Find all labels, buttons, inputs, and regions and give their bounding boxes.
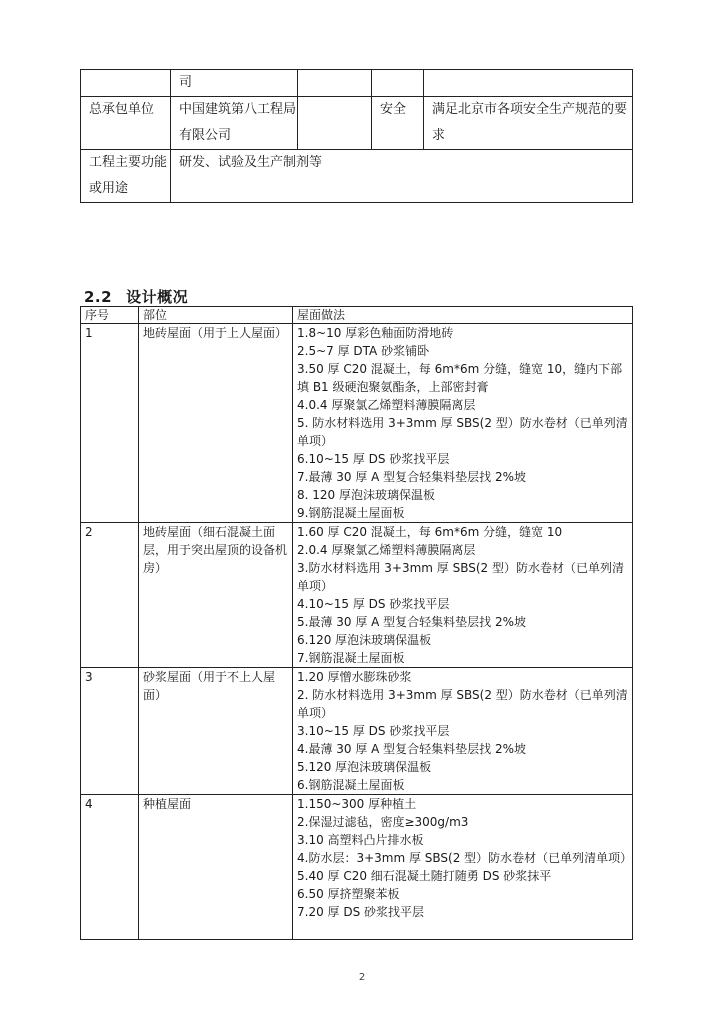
- step-item: 4.最薄 30 厚 A 型复合轻集料垫层找 2%坡: [297, 742, 527, 756]
- row-steps: [293, 324, 633, 523]
- table-row: [81, 795, 633, 940]
- step-item: 3.50 厚 C20 混凝土，每 6m*6m 分缝，缝宽 10，缝内下部填 B1 级硬泡聚氨酯条，上部密封膏: [297, 362, 623, 394]
- step-item: 1.60 厚 C20 混凝土，每 6m*6m 分缝，缝宽 10: [297, 525, 563, 539]
- table-row: [81, 324, 633, 523]
- step-item: 9.钢筋混凝土屋面板: [297, 506, 405, 520]
- step-item: 5. 防水材料选用 3+3mm 厚 SBS(2 型）防水卷材（已单列清单项）: [297, 416, 628, 448]
- column-header-part: 部位: [139, 307, 293, 324]
- step-item: 6.钢筋混凝土屋面板: [297, 778, 405, 792]
- row-part: 地砖屋面（细石混凝土面层，用于突出屋顶的设备机房）: [139, 523, 293, 668]
- step-item: 7.20 厚 DS 砂浆找平层: [297, 905, 425, 919]
- row-part: 砂浆屋面（用于不上人屋面）: [139, 668, 293, 795]
- row-number: 1: [81, 324, 139, 523]
- section-title: 设计概况: [126, 288, 189, 306]
- step-item: 6.120 厚泡沫玻璃保温板: [297, 633, 432, 647]
- info-label-safety: 安全: [372, 97, 424, 150]
- step-item: 2.0.4 厚聚氯乙烯塑料薄膜隔离层: [297, 543, 476, 557]
- row-number: 2: [81, 523, 139, 668]
- info-label-contractor: 总承包单位: [81, 97, 171, 150]
- step-item: 4.0.4 厚聚氯乙烯塑料薄膜隔离层: [297, 398, 476, 412]
- info-row: [81, 150, 633, 203]
- table-row: [81, 668, 633, 795]
- step-item: 1.150~300 厚种植土: [297, 797, 417, 811]
- info-cell: [81, 70, 171, 97]
- step-item: 4.10~15 厚 DS 砂浆找平层: [297, 597, 450, 611]
- info-cell: [298, 70, 372, 97]
- info-cell: [424, 70, 633, 97]
- section-number: 2.2: [84, 288, 113, 306]
- row-number: 4: [81, 795, 139, 940]
- step-item: 2.5~7 厚 DTA 砂浆铺卧: [297, 344, 430, 358]
- info-cell: 司: [171, 70, 298, 97]
- row-number: 3: [81, 668, 139, 795]
- column-header-no: 序号: [81, 307, 139, 324]
- table-row: [81, 523, 633, 668]
- step-item: 2.保湿过滤毡，密度≥300g/m3: [297, 815, 469, 829]
- info-value-function: 研发、试验及生产制剂等: [171, 150, 633, 203]
- info-cell: [298, 97, 372, 150]
- page-number: 2: [358, 972, 366, 983]
- step-item: 5.最薄 30 厚 A 型复合轻集料垫层找 2%坡: [297, 615, 527, 629]
- step-item: 6.10~15 厚 DS 砂浆找平层: [297, 452, 450, 466]
- step-item: 3.10 高塑料凸片排水板: [297, 833, 424, 847]
- section-heading: [84, 286, 188, 307]
- row-steps: [293, 795, 633, 940]
- step-item: 1.8~10 厚彩色釉面防滑地砖: [297, 326, 454, 340]
- step-item: 1.20 厚憎水膨珠砂浆: [297, 670, 412, 684]
- step-item: 4.防水层：3+3mm 厚 SBS(2 型）防水卷材（已单列清单项）: [297, 851, 633, 865]
- step-item: 3.10~15 厚 DS 砂浆找平层: [297, 724, 450, 738]
- info-cell: [372, 70, 424, 97]
- table-header-row: [81, 307, 633, 324]
- row-part: 地砖屋面（用于上人屋面）: [139, 324, 293, 523]
- row-steps: [293, 668, 633, 795]
- step-item: 7.最薄 30 厚 A 型复合轻集料垫层找 2%坡: [297, 470, 527, 484]
- row-part: 种植屋面: [139, 795, 293, 940]
- info-value-contractor: 中国建筑第八工程局有限公司: [171, 97, 298, 150]
- info-row: [81, 97, 633, 150]
- info-label-function: 工程主要功能或用途: [81, 150, 171, 203]
- info-value-safety: 满足北京市各项安全生产规范的要求: [424, 97, 633, 150]
- step-item: 3.防水材料选用 3+3mm 厚 SBS(2 型）防水卷材（已单列清单项）: [297, 561, 624, 593]
- step-item: 5.120 厚泡沫玻璃保温板: [297, 760, 432, 774]
- step-item: 2. 防水材料选用 3+3mm 厚 SBS(2 型）防水卷材（已单列清单项）: [297, 688, 628, 720]
- row-steps: [293, 523, 633, 668]
- step-item: 5.40 厚 C20 细石混凝土随打随勇 DS 砂浆抹平: [297, 869, 552, 883]
- step-item: 8. 120 厚泡沫玻璃保温板: [297, 488, 435, 502]
- step-item: 7.钢筋混凝土屋面板: [297, 651, 405, 665]
- column-header-method: 屋面做法: [293, 307, 633, 324]
- project-info-table: [80, 69, 633, 203]
- roof-design-table: [80, 306, 633, 940]
- info-row: [81, 70, 633, 97]
- step-item: 6.50 厚挤塑聚苯板: [297, 887, 400, 901]
